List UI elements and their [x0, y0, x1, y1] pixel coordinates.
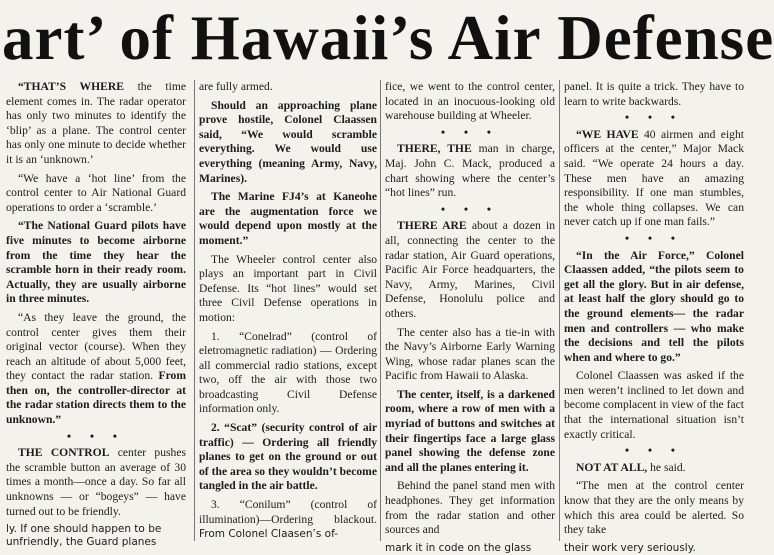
section-divider-dots: • • • — [625, 111, 683, 125]
paragraph-text: the time element comes in. The radar operator has only two minutes to identify the ‘blip’ as a plane. The control center has only one minute to decide whether it is an ‘unknown.’ — [6, 80, 186, 166]
paragraph-bold: The Marine FJ4’s at Kaneohe are the augmentation force we would depend upon mostly at the moment.” — [199, 190, 377, 247]
column-2 — [194, 80, 377, 541]
section-divider-dots: • • • — [625, 231, 683, 245]
paragraph: are fully armed. — [199, 80, 273, 93]
paragraph — [6, 446, 186, 519]
paragraph-text-bold: From then on, the controller-director at the radar station directs them to the unknown.” — [6, 369, 186, 427]
paragraph: panel. It is quite a trick. They have to learn to write backwards. — [564, 80, 744, 108]
handwritten-note: ly. If one should happen to be unfriendly, the Guard planes — [6, 523, 162, 549]
paragraph: 1. “Conelrad” (control of eletromagnetic radiation) — Ordering all commercial radio stations, except two, off the air with those two broadcasting Civil Defense information only. — [199, 329, 377, 416]
paragraph-lead: “WE HAVE — [576, 127, 639, 141]
column-4 — [559, 80, 744, 554]
paragraph — [564, 128, 744, 230]
paragraph-text: about a dozen in all, connecting the center to the radar station, Air Guard operations, Pacific Air Force headquarters, the Navy, Army, Marines, Civil Defense, Honolulu police and others. — [385, 219, 555, 320]
paragraph-lead: THERE ARE — [397, 219, 467, 233]
paragraph: Colonel Claassen was asked if the men weren’t inclined to let down and become complacent in view of the fact that the international situation isn’t exactly critical. — [564, 369, 744, 441]
paragraph-bold: “The National Guard pilots have five minutes to become airborne from the time they hear the scramble horn in their ready room. Actually, they are usually airborne in three minutes. — [6, 219, 186, 306]
paragraph — [6, 80, 186, 168]
paragraph: The center also has a tie-in with the Navy’s Airborne Early Warning Wing, whose radar planes scan the Pacific from Hawaii to Alaska. — [385, 325, 555, 383]
paragraph-text: he said. — [647, 460, 686, 474]
paragraph-text: 3. “Conilum” (control of illumination)—Ordering blackout. — [199, 498, 377, 526]
paragraph-lead: “THAT’S WHERE — [18, 80, 124, 93]
handwritten-note: From Colonel Claasen’s of- — [199, 528, 339, 541]
paragraph-bold: The center, itself, is a darkened room, where a row of men with a myriad of buttons and switches at their fingertips face a large glass panel showing the defense zone and all the planes entering it. — [385, 387, 555, 474]
paragraph-text: center pushes the scramble button an average of 30 times a month—once a day. So far all unknowns — or “bogeys” — have turned out to be friendly. — [6, 446, 186, 518]
paragraph — [564, 461, 744, 476]
paragraph-text: “As they leave the ground, the control center gives them their original vector (course). When they reach an altitude of about 5,000 feet, they contact the radar station. — [6, 310, 186, 383]
handwritten-note: their work very seriously. — [564, 541, 696, 554]
paragraph: “We have a ‘hot line’ from the control center to Air National Guard operations to order a ‘scramble.’ — [6, 171, 186, 214]
paragraph-lead: NOT AT ALL, — [576, 460, 648, 474]
paragraph: The Wheeler control center also plays an important part in Civil Defense. Its “hot lines” would set three Civil Defense operations in motion: — [199, 252, 377, 324]
paragraph — [385, 219, 555, 321]
handwritten-note: mark it in code on the glass — [385, 541, 532, 554]
paragraph-lead: THE CONTROL — [18, 446, 110, 460]
paragraph-bold: 2. “Scat” (security control of air traffic) — Ordering all friendly planes to get on the ground or out of the area so they wouldn’t become tangled in the air battle. — [199, 421, 377, 493]
section-divider-dots: • • • — [441, 202, 499, 216]
paragraph — [564, 249, 744, 366]
section-divider-dots: • • • — [67, 429, 125, 443]
section-divider-dots: • • • — [625, 444, 683, 458]
paragraph-bold: Should an approaching plane prove hostile, Colonel Claassen said, “We would scramble everything. We would use everything (meaning Army, Navy, Marines). — [199, 98, 377, 185]
article-headline: art’ of Hawaii’s Air Defense — [2, 3, 774, 73]
paragraph: Behind the panel stand men with headphones. They get information from the radar station and other sources and — [385, 479, 555, 537]
paragraph-text: 40 airmen and eight officers at the center,” Major Mack said. “We operate 24 hours a day. These men have an amazing responsibility. If one man stumbles, the whole thing collapses. We can never catch up if one man fails.” — [564, 127, 744, 229]
paragraph-lead: THERE, THE — [397, 142, 472, 156]
paragraph: “The men at the control center know that they are the only means by which this area could be alerted. So they take — [564, 479, 744, 537]
column-1 — [6, 80, 186, 549]
paragraph: fice, we went to the control center, located in an inocuous-looking old warehouse building at Wheeler. — [385, 80, 555, 123]
paragraph — [199, 498, 377, 542]
paragraph-text: “In the Air Force,” Colonel Claassen added, — [564, 248, 744, 277]
paragraph — [6, 311, 186, 428]
paragraph-text-bold: “the pilots seem to get all the glory. But in air defense, at least half the glory should go to the ground elements— the radar men and controllers — who make the decisions and tell the pilots when and where to go.” — [564, 263, 744, 364]
paragraph-text: man in charge, Maj. John C. Mack, produced a chart showing where the center’s “hot lines” run. — [385, 142, 555, 200]
section-divider-dots: • • • — [441, 125, 499, 139]
column-3 — [380, 80, 555, 554]
paragraph — [385, 142, 555, 200]
